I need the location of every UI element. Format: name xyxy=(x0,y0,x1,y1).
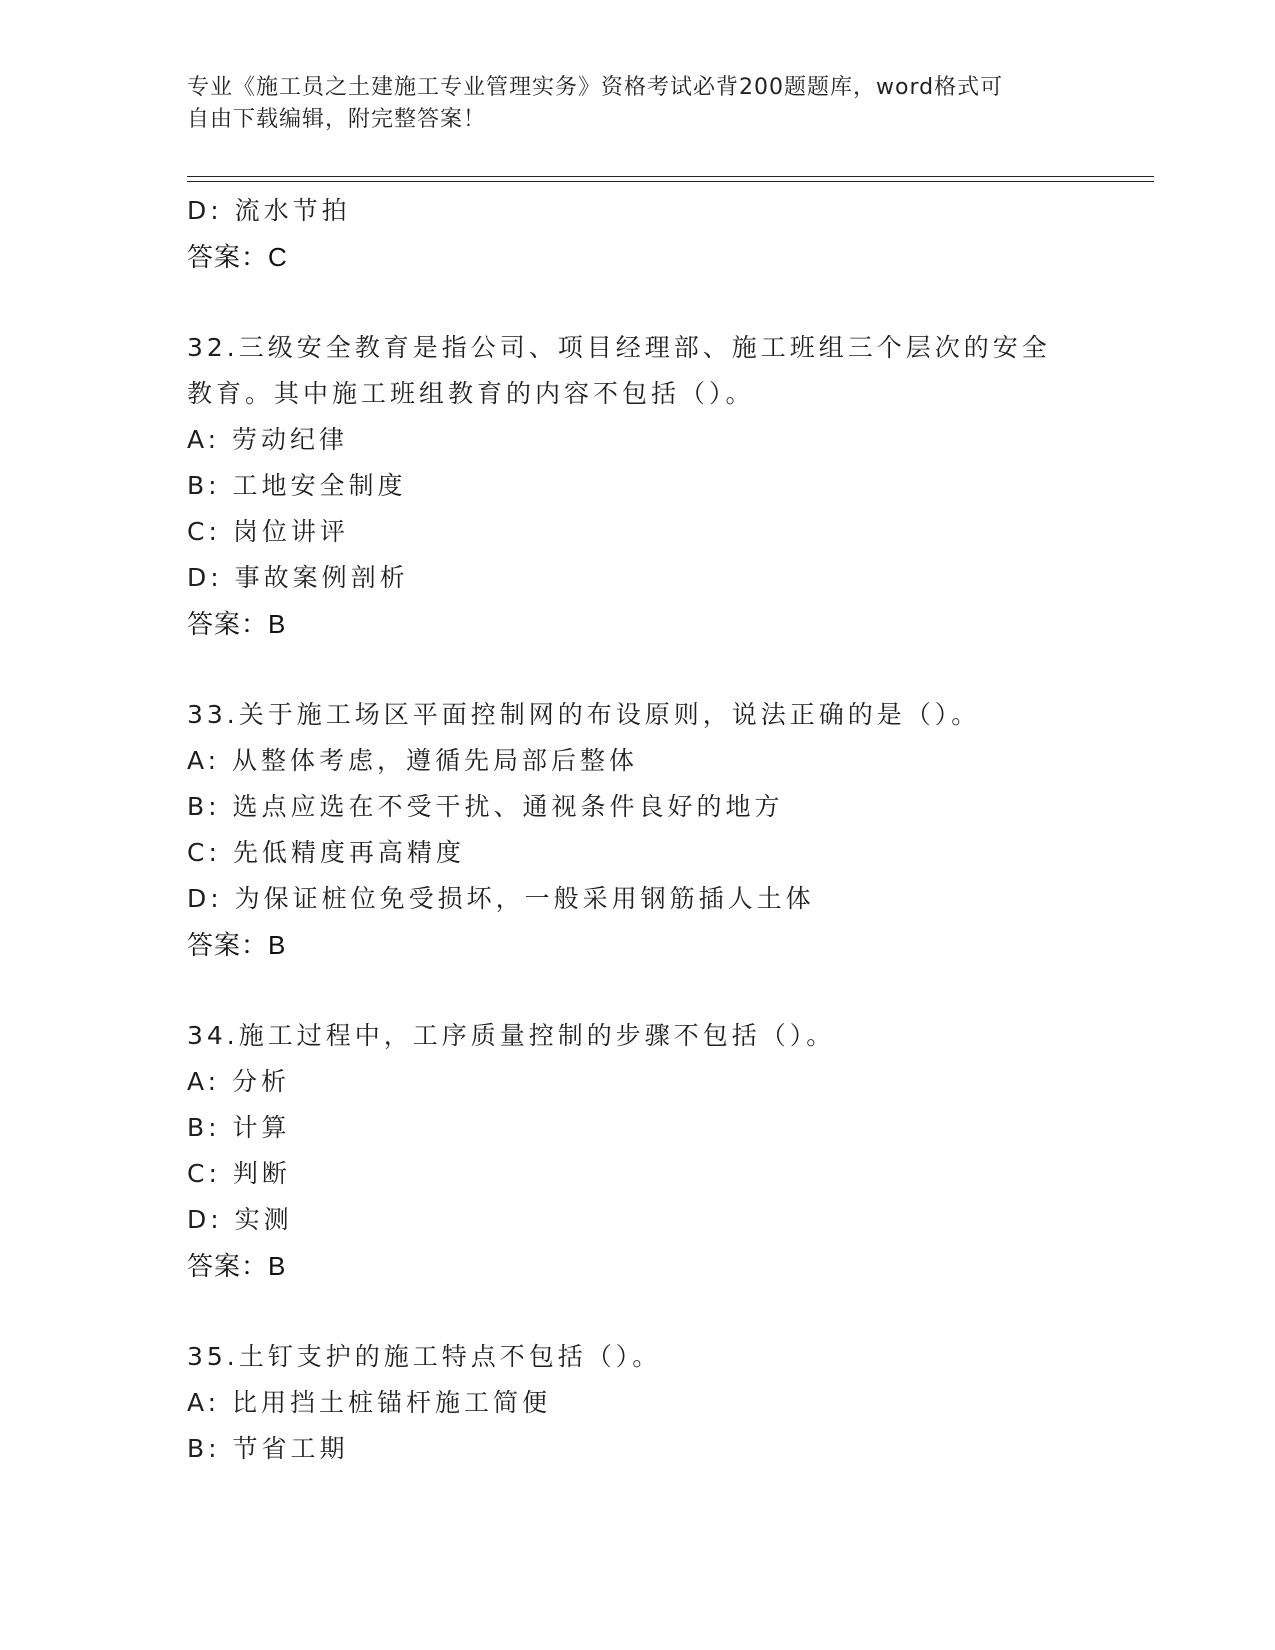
question-stem: 35.土钉支护的施工特点不包括（）。 xyxy=(187,1342,662,1371)
option-c: C: 判断 xyxy=(187,1159,291,1188)
option-b: B: 节省工期 xyxy=(187,1434,349,1463)
option-a: A: 分析 xyxy=(187,1067,291,1096)
question-35 xyxy=(187,1334,1087,1472)
header-divider-bottom xyxy=(187,181,1154,182)
question-spacer xyxy=(187,647,1087,692)
option-b: B: 工地安全制度 xyxy=(187,471,407,500)
option-b: B: 计算 xyxy=(187,1113,291,1142)
question-34 xyxy=(187,1013,1087,1289)
question-spacer xyxy=(187,280,1087,325)
document-body xyxy=(187,188,1087,1472)
option-b: B: 选点应选在不受干扰、通视条件良好的地方 xyxy=(187,792,784,821)
question-31-tail xyxy=(187,188,1087,280)
header-line-2: 自由下载编辑，附完整答案！ xyxy=(187,107,487,132)
option-a: A: 劳动纪律 xyxy=(187,425,349,454)
option-c: C: 岗位讲评 xyxy=(187,517,349,546)
option-c: C: 先低精度再高精度 xyxy=(187,838,465,867)
option-d: D: 事故案例剖析 xyxy=(187,563,409,592)
question-32 xyxy=(187,325,1087,647)
question-stem: 33.关于施工场区平面控制网的布设原则，说法正确的是（）。 xyxy=(187,700,981,729)
question-stem: 32.三级安全教育是指公司、项目经理部、施工班组三个层次的安全教育。其中施工班组教育的内容不包括（）。 xyxy=(187,333,1051,408)
question-stem: 34.施工过程中，工序质量控制的步骤不包括（）。 xyxy=(187,1021,836,1050)
page-header xyxy=(187,72,1087,136)
answer-line: 答案：C xyxy=(187,242,288,272)
header-divider-top xyxy=(187,176,1154,177)
option-a: A: 比用挡土桩锚杆施工简便 xyxy=(187,1388,552,1417)
answer-line: 答案：B xyxy=(187,1251,287,1281)
question-33 xyxy=(187,692,1087,968)
option-d: D: 流水节拍 xyxy=(187,196,351,225)
answer-line: 答案：B xyxy=(187,609,287,639)
header-line-1: 专业《施工员之土建施工专业管理实务》资格考试必背200题题库，word格式可 xyxy=(187,75,1004,100)
option-d: D: 实测 xyxy=(187,1205,293,1234)
option-d: D: 为保证桩位免受损坏，一般采用钢筋插人土体 xyxy=(187,884,815,913)
question-spacer xyxy=(187,1289,1087,1334)
option-a: A: 从整体考虑，遵循先局部后整体 xyxy=(187,746,639,775)
answer-line: 答案：B xyxy=(187,930,287,960)
question-spacer xyxy=(187,968,1087,1013)
